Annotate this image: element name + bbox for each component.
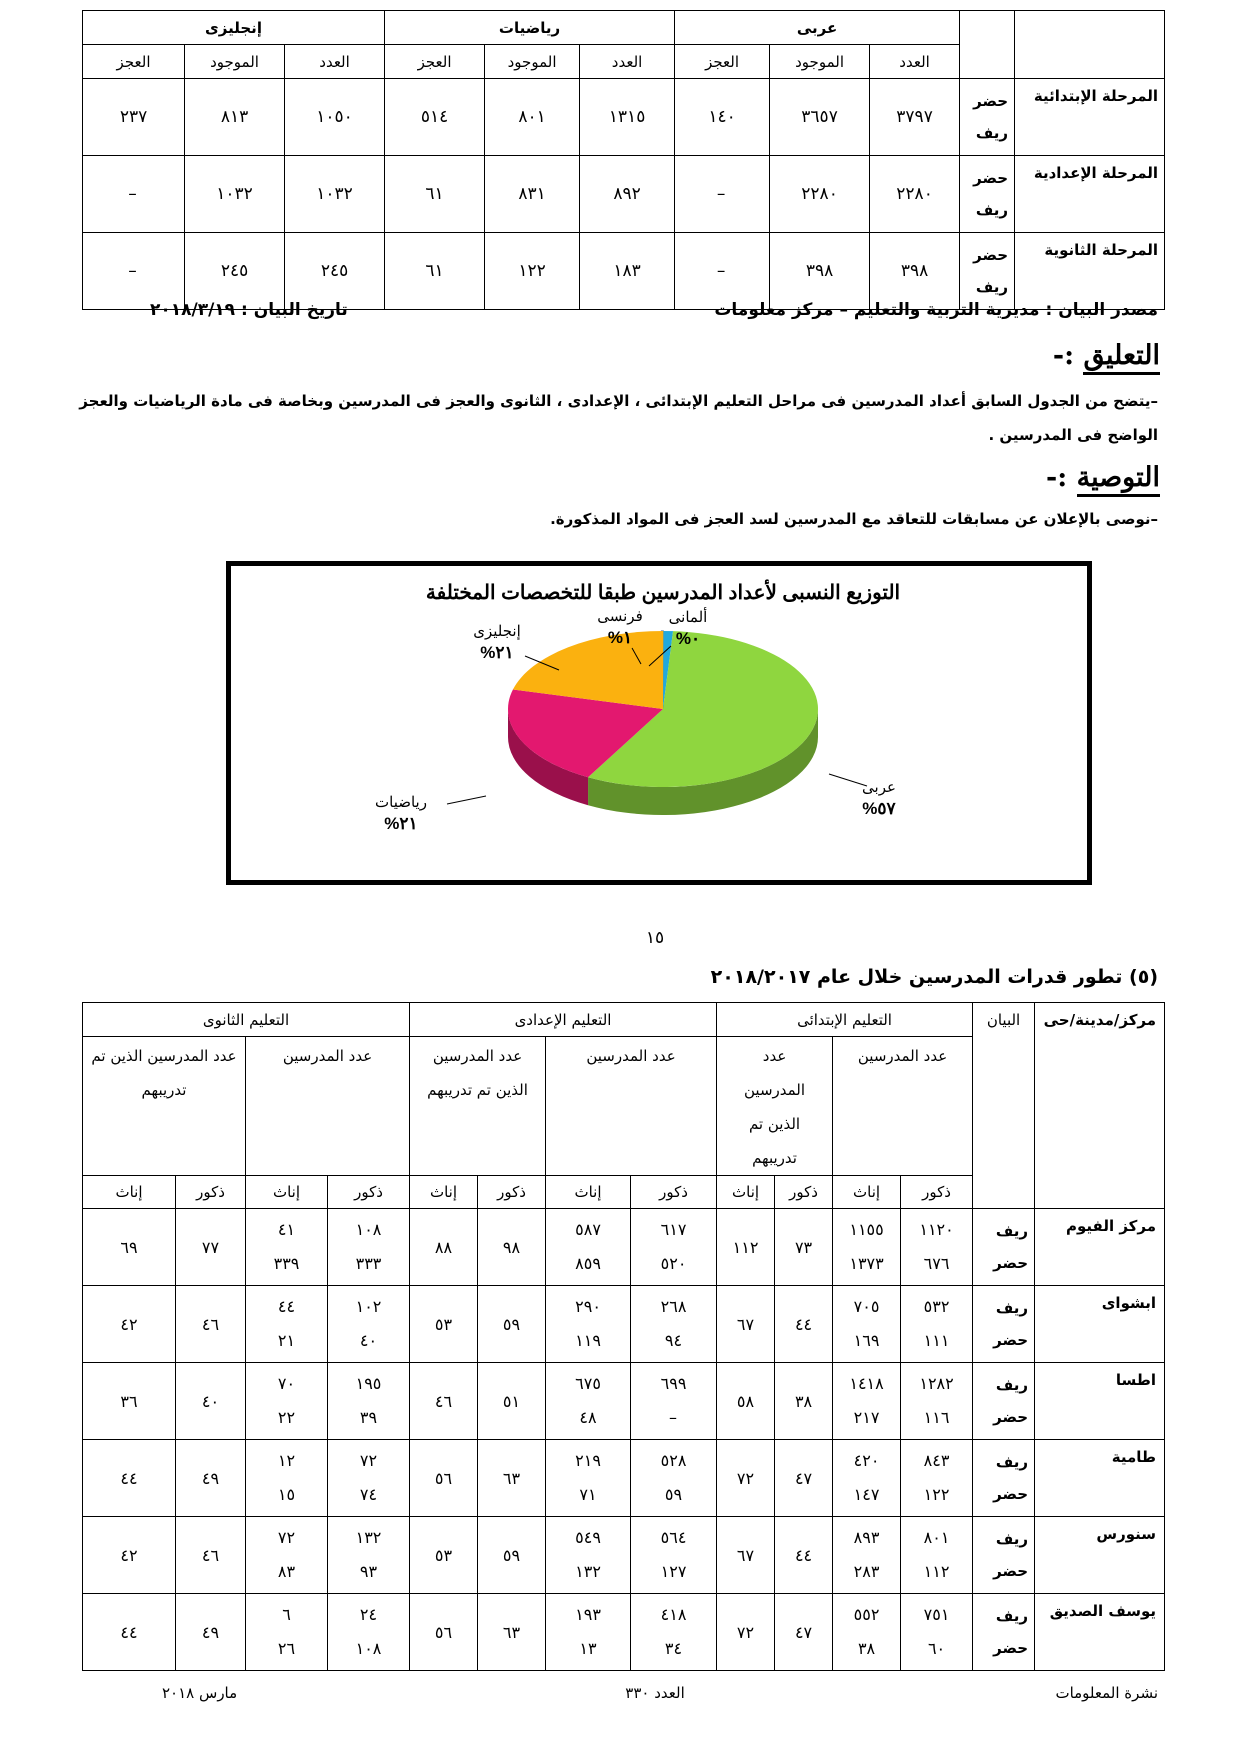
cell: ١١٢: [717, 1209, 775, 1286]
cell: ٧٢: [717, 1594, 775, 1671]
cell: ٣٧٩٧: [870, 79, 960, 156]
female-header: إناث: [546, 1176, 631, 1209]
cell: ٦٧: [717, 1286, 775, 1363]
male-header: ذكور: [478, 1176, 546, 1209]
cell: ١٠٨ ٣٣٣: [328, 1209, 410, 1286]
cell: ٧٢ ٧٤: [328, 1440, 410, 1517]
cell: ٦١: [385, 156, 485, 233]
cell: ٥٣٢ ١١١: [901, 1286, 973, 1363]
subject-header: عربى: [675, 11, 960, 45]
cell: ٤٦: [410, 1363, 478, 1440]
cell: ٧٧: [176, 1209, 246, 1286]
male-header: ذكور: [176, 1176, 246, 1209]
cell: ٨٣١: [485, 156, 580, 233]
table-row: [83, 79, 1165, 156]
cell: ٤٢٠ ١٤٧: [833, 1440, 901, 1517]
city-name: سنورس: [1035, 1517, 1165, 1594]
female-header: إناث: [717, 1176, 775, 1209]
cell: ٥٦: [410, 1440, 478, 1517]
slice-leader-line: [447, 796, 486, 804]
trained-header: عدد المدرسين الذين تم تدريبهم: [83, 1037, 246, 1176]
slice-label: ألمانى: [668, 609, 708, 626]
cell: ١٠٢ ٤٠: [328, 1286, 410, 1363]
cell: ٧٥١ ٦٠: [901, 1594, 973, 1671]
teachers-shortage-table: [82, 10, 1165, 310]
cell: ٣٩٨: [770, 233, 870, 310]
stage-label: المرحلة الثانوية: [1015, 233, 1165, 310]
cell: ٥٨: [717, 1363, 775, 1440]
cell: ٨٠١: [485, 79, 580, 156]
cell: ٢٤٥: [185, 233, 285, 310]
cell: ٨٩٢: [580, 156, 675, 233]
cell: ٧٠٥ ١٦٩: [833, 1286, 901, 1363]
table-row: [83, 1286, 1165, 1363]
cell: ١٩٣ ١٣: [546, 1594, 631, 1671]
cell: ٤٤: [775, 1517, 833, 1594]
comment-heading: التعليق :-: [1053, 340, 1160, 371]
table-title: (٥) تطور قدرات المدرسين خلال عام ٢٠١٨/٢٠١٧: [710, 966, 1158, 988]
slice-label: عربى: [862, 779, 896, 796]
cell: ٦٩: [83, 1209, 176, 1286]
cell: ٥٣: [410, 1286, 478, 1363]
cell: ٦٣: [478, 1594, 546, 1671]
primary-header: التعليم الإبتدائى: [717, 1003, 973, 1037]
column-header: الموجود: [185, 45, 285, 79]
cell: ٩٨: [478, 1209, 546, 1286]
city-name: يوسف الصديق: [1035, 1594, 1165, 1671]
cell: ٤٠: [176, 1363, 246, 1440]
page-number: ١٥: [645, 928, 665, 948]
city-name: طامية: [1035, 1440, 1165, 1517]
cell: ٢٦٨ ٩٤: [631, 1286, 717, 1363]
cell: ٦٩٩ –: [631, 1363, 717, 1440]
male-header: ذكور: [328, 1176, 410, 1209]
city-name: ابشواى: [1035, 1286, 1165, 1363]
column-header: العدد: [870, 45, 960, 79]
cell: ١٤٠: [675, 79, 770, 156]
cell: ٤٩: [176, 1594, 246, 1671]
footer-issue: العدد ٣٣٠: [625, 1684, 685, 1702]
recommendation-heading: التوصية :-: [1046, 462, 1160, 493]
cell: ١٢٨٢ ١١٦: [901, 1363, 973, 1440]
table-row: [83, 1594, 1165, 1671]
city-header: مركز/مدينة/حى: [1035, 1003, 1165, 1209]
stage-label: المرحلة الإعدادية: [1015, 156, 1165, 233]
cell: ٤١٨ ٣٤: [631, 1594, 717, 1671]
cell: ٨٩٣ ٢٨٣: [833, 1517, 901, 1594]
recommendation-text: –نوصى بالإعلان عن مسابقات للتعاقد مع المدرسين لسد العجز فى المواد المذكورة.: [550, 510, 1158, 528]
cell: ٥٦: [410, 1594, 478, 1671]
cell: ٢١٩ ٧١: [546, 1440, 631, 1517]
slice-label: إنجليزى: [473, 623, 521, 640]
female-header: إناث: [833, 1176, 901, 1209]
area-labels: ريف حضر: [973, 1286, 1035, 1363]
subject-header: إنجليزى: [83, 11, 385, 45]
area-labels: ريف حضر: [973, 1594, 1035, 1671]
table-row: [83, 1440, 1165, 1517]
cell: ١٢ ١٥: [246, 1440, 328, 1517]
data-date: تاريخ البيان : ٢٠١٨/٣/١٩: [150, 300, 348, 320]
slice-value-label: %٠: [675, 629, 701, 648]
column-header: الموجود: [770, 45, 870, 79]
area-labels: حضر ريف: [960, 233, 1015, 310]
cell: ٥٤٩ ١٣٢: [546, 1517, 631, 1594]
slice-value-label: %٥٧: [862, 799, 896, 818]
cell: ٤٢: [83, 1517, 176, 1594]
cell: ٧٢: [717, 1440, 775, 1517]
cell: ٥٩: [478, 1517, 546, 1594]
cell: ١٠٣٢: [285, 156, 385, 233]
male-header: ذكور: [631, 1176, 717, 1209]
cell: ٣٨: [775, 1363, 833, 1440]
slice-label: رياضيات: [375, 794, 427, 811]
secondary-header: التعليم الثانوى: [83, 1003, 410, 1037]
cell: ٢٩٠ ١١٩: [546, 1286, 631, 1363]
cell: ٣٩٨: [870, 233, 960, 310]
slice-value-label: %٢١: [384, 814, 418, 833]
table-row: [83, 1363, 1165, 1440]
area-labels: ريف حضر: [973, 1440, 1035, 1517]
female-header: إناث: [410, 1176, 478, 1209]
slice-value-label: %١: [607, 628, 633, 647]
prep-header: التعليم الإعدادى: [410, 1003, 717, 1037]
cell: ٧٣: [775, 1209, 833, 1286]
table-row: [83, 1517, 1165, 1594]
teachers-header: عدد المدرسين: [246, 1037, 410, 1176]
statement-header: البيان: [973, 1003, 1035, 1209]
header-blank: [1015, 11, 1165, 79]
trained-header: عدد المدرسين الذين تم تدريبهم: [410, 1037, 546, 1176]
column-header: العجز: [385, 45, 485, 79]
cell: ٦٧: [717, 1517, 775, 1594]
cell: –: [675, 233, 770, 310]
cell: –: [83, 233, 185, 310]
pie-chart: [231, 566, 1087, 880]
cell: ١٠٣٢: [185, 156, 285, 233]
cell: ٢٢٨٠: [770, 156, 870, 233]
cell: ٥٨٧ ٨٥٩: [546, 1209, 631, 1286]
cell: ٥٣: [410, 1517, 478, 1594]
cell: ١٣١٥: [580, 79, 675, 156]
cell: ٥٢٨ ٥٩: [631, 1440, 717, 1517]
cell: ٤٤: [83, 1594, 176, 1671]
cell: ١٠٥٠: [285, 79, 385, 156]
cell: ٦ ٢٦: [246, 1594, 328, 1671]
cell: ٧٢ ٨٣: [246, 1517, 328, 1594]
teachers-header: عدد المدرسين: [546, 1037, 717, 1176]
stage-label: المرحلة الإبتدائية: [1015, 79, 1165, 156]
cell: ٢٢٨٠: [870, 156, 960, 233]
area-labels: حضر ريف: [960, 156, 1015, 233]
area-labels: ريف حضر: [973, 1363, 1035, 1440]
cell: ٨٠١ ١١٢: [901, 1517, 973, 1594]
table-row: [83, 1209, 1165, 1286]
cell: ٥١: [478, 1363, 546, 1440]
cell: ٤٤ ٢١: [246, 1286, 328, 1363]
column-header: الموجود: [485, 45, 580, 79]
footer-publication: نشرة المعلومات: [1055, 1684, 1158, 1702]
cell: ٤٩: [176, 1440, 246, 1517]
cell: ٤٤: [83, 1440, 176, 1517]
column-header: العجز: [675, 45, 770, 79]
cell: –: [83, 156, 185, 233]
header-blank: [960, 11, 1015, 79]
city-name: اطسا: [1035, 1363, 1165, 1440]
cell: ٦٧٥ ٤٨: [546, 1363, 631, 1440]
cell: ٤٤: [775, 1286, 833, 1363]
cell: ٨٨: [410, 1209, 478, 1286]
cell: ٤١ ٣٣٩: [246, 1209, 328, 1286]
cell: ٣٦٥٧: [770, 79, 870, 156]
cell: ٥٩: [478, 1286, 546, 1363]
slice-label: فرنسى: [597, 608, 643, 625]
area-labels: ريف حضر: [973, 1517, 1035, 1594]
cell: ١٤١٨ ٢١٧: [833, 1363, 901, 1440]
teacher-development-table: [82, 1002, 1165, 1671]
cell: ٤٧: [775, 1440, 833, 1517]
city-name: مركز الفيوم: [1035, 1209, 1165, 1286]
cell: ٤٧: [775, 1594, 833, 1671]
cell: ٦١٧ ٥٢٠: [631, 1209, 717, 1286]
trained-header: عدد المدرسين الذين تم تدريبهم: [717, 1037, 833, 1176]
data-source: مصدر البيان : مديرية التربية والتعليم – مركز معلومات: [714, 300, 1158, 320]
cell: ٢٤٥: [285, 233, 385, 310]
column-header: العجز: [83, 45, 185, 79]
table-row: [83, 156, 1165, 233]
cell: ٢٤ ١٠٨: [328, 1594, 410, 1671]
cell: ٦١: [385, 233, 485, 310]
area-labels: حضر ريف: [960, 79, 1015, 156]
table-row: [83, 233, 1165, 310]
cell: ٦٣: [478, 1440, 546, 1517]
area-labels: ريف حضر: [973, 1209, 1035, 1286]
pie-chart-frame: [226, 561, 1092, 885]
female-header: إناث: [246, 1176, 328, 1209]
cell: ٥٥٢ ٣٨: [833, 1594, 901, 1671]
subject-header: رياضيات: [385, 11, 675, 45]
cell: –: [675, 156, 770, 233]
cell: ٨٤٣ ١٢٢: [901, 1440, 973, 1517]
cell: ٤٦: [176, 1517, 246, 1594]
cell: ٧٠ ٢٢: [246, 1363, 328, 1440]
cell: ٨١٣: [185, 79, 285, 156]
cell: ٤٦: [176, 1286, 246, 1363]
cell: ٥٦٤ ١٢٧: [631, 1517, 717, 1594]
comment-text: –يتضح من الجدول السابق أعداد المدرسين فى مراحل التعليم الإبتدائى ، الإعدادى ، الثانوى والعجز فى المدرسين وبخاصة فى مادة الرياضيات والعجز الواضح فى المدرسين .: [79, 392, 1158, 444]
cell: ١١٢٠ ٦٧٦: [901, 1209, 973, 1286]
cell: ١١٥٥ ١٣٧٣: [833, 1209, 901, 1286]
column-header: العدد: [580, 45, 675, 79]
teachers-header: عدد المدرسين: [833, 1037, 973, 1176]
cell: ٣٦: [83, 1363, 176, 1440]
chart-title: التوزيع النسبى لأعداد المدرسين طبقا للتخصصات المختلفة: [425, 582, 901, 604]
cell: ٥١٤: [385, 79, 485, 156]
cell: ١٣٢ ٩٣: [328, 1517, 410, 1594]
female-header: إناث: [83, 1176, 176, 1209]
cell: ١٢٢: [485, 233, 580, 310]
male-header: ذكور: [775, 1176, 833, 1209]
cell: ١٨٣: [580, 233, 675, 310]
male-header: ذكور: [901, 1176, 973, 1209]
cell: ٢٣٧: [83, 79, 185, 156]
slice-value-label: %٢١: [480, 643, 514, 662]
footer-date: مارس ٢٠١٨: [162, 1684, 238, 1702]
cell: ١٩٥ ٣٩: [328, 1363, 410, 1440]
column-header: العدد: [285, 45, 385, 79]
cell: ٤٢: [83, 1286, 176, 1363]
